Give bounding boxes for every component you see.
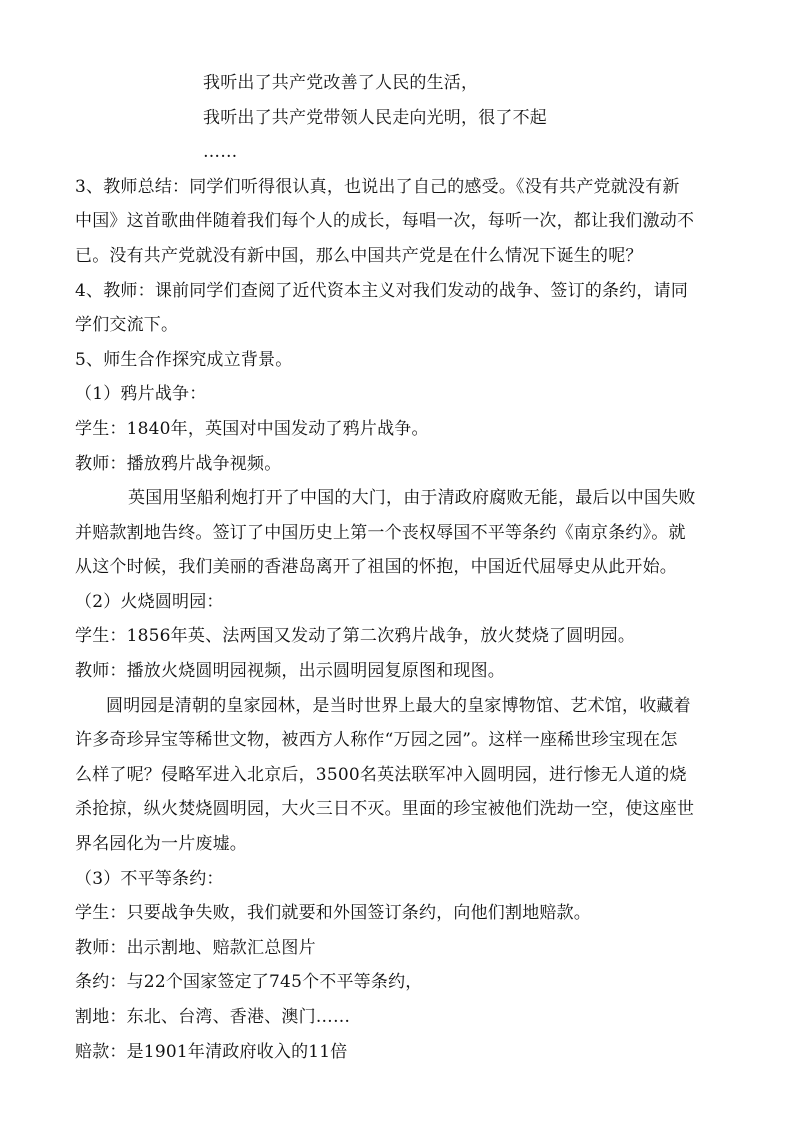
section-1-heading: （1）鸦片战争： [75, 384, 207, 404]
quote-line-2: 我听出了共产党带领人民走向光明，很了不起 [203, 108, 547, 128]
yuanmingyuan-paragraph-line-4: 杀抢掠，纵火焚烧圆明园，大火三日不灭。里面的珍宝被他们洗劫一空，使这座世 [75, 799, 695, 819]
paragraph-3-line-1: 3、教师总结：同学们听得很认真，也说出了自己的感受。《没有共产党就没有新 [75, 177, 680, 197]
paragraph-4-line-2: 学们交流下。 [75, 315, 179, 335]
paragraph-3-line-2: 中国》这首歌曲伴随着我们每个人的成长，每唱一次，每听一次，都让我们激动不 [75, 211, 695, 231]
student-line-treaties: 学生：只要战争失败，我们就要和外国签订条约，向他们割地赔款。 [75, 903, 591, 923]
opium-paragraph-line-2: 并赔款割地告终。签订了中国历史上第一个丧权辱国不平等条约《南京条约》。就 [75, 523, 686, 543]
yuanmingyuan-paragraph-line-3: 么样了呢？侵略军进入北京后，3500名英法联军冲入圆明园，进行惨无人道的烧 [75, 765, 687, 785]
student-line-1840: 学生：1840年，英国对中国发动了鸦片战争。 [75, 419, 429, 439]
teacher-line-yuanmingyuan: 教师：播放火烧圆明园视频，出示圆明园复原图和现图。 [75, 661, 505, 681]
yuanmingyuan-paragraph-line-1: 圆明园是清朝的皇家园林，是当时世界上最大的皇家博物馆、艺术馆，收藏着 [106, 696, 691, 716]
yuanmingyuan-paragraph-line-5: 界名园化为一片废墟。 [75, 834, 247, 854]
section-3-heading: （3）不平等条约： [75, 869, 224, 889]
paragraph-4-line-1: 4、教师：课前同学们查阅了近代资本主义对我们发动的战争、签订的条约，请同 [75, 281, 689, 301]
section-2-heading: （2）火烧圆明园： [75, 592, 224, 612]
treaty-line: 条约：与22个国家签定了745个不平等条约， [75, 972, 423, 992]
paragraph-3-line-3: 已。没有共产党就没有新中国，那么中国共产党是在什么情况下诞生的呢？ [75, 246, 643, 266]
opium-paragraph-line-3: 从这个时候，我们美丽的香港岛离开了祖国的怀抱，中国近代屈辱史从此开始。 [75, 557, 677, 577]
opium-paragraph-line-1: 英国用坚船利炮打开了中国的大门，由于清政府腐败无能，最后以中国失败 [128, 488, 696, 508]
paragraph-5-heading: 5、师生合作探究成立背景。 [75, 350, 293, 370]
quote-ellipsis: …… [203, 142, 238, 162]
territory-line: 割地：东北、台湾、香港、澳门…… [75, 1007, 351, 1027]
quote-line-1: 我听出了共产党改善了人民的生活， [203, 73, 479, 93]
student-line-1856: 学生：1856年英、法两国又发动了第二次鸦片战争，放火焚烧了圆明园。 [75, 626, 636, 646]
indemnity-line: 赔款：是1901年清政府收入的11倍 [75, 1042, 348, 1062]
yuanmingyuan-paragraph-line-2: 许多奇珍异宝等稀世文物，被西方人称作“万园之园”。这样一座稀世珍宝现在怎 [75, 730, 678, 750]
teacher-line-video: 教师：播放鸦片战争视频。 [75, 454, 282, 474]
teacher-line-summary: 教师：出示割地、赔款汇总图片 [75, 938, 316, 958]
